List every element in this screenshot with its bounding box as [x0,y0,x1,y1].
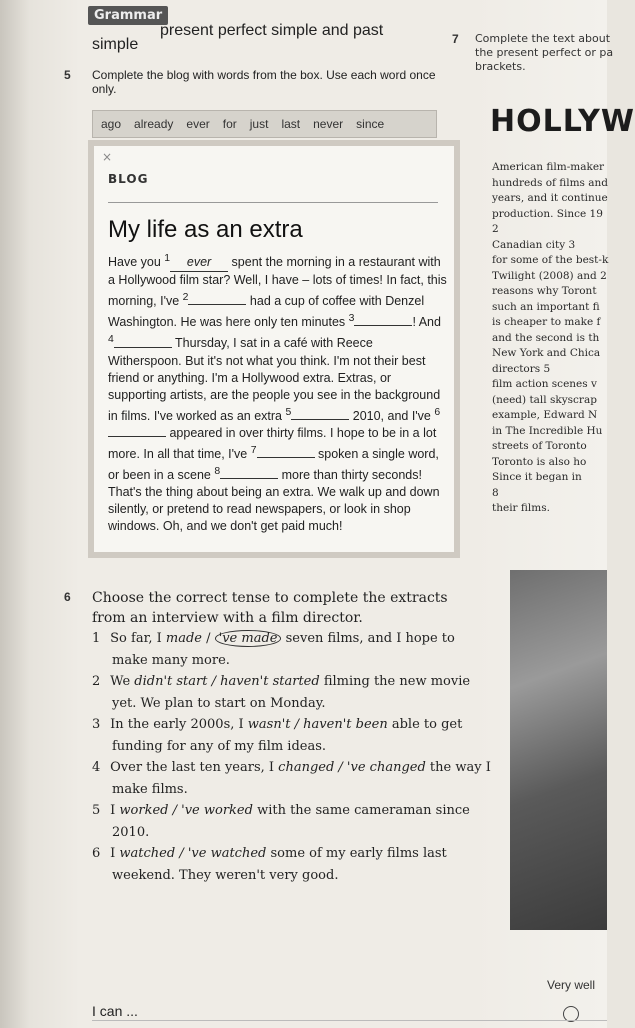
tense-options[interactable]: wasn't / haven't been [247,717,388,732]
blog-body [108,250,448,535]
blank-8[interactable] [220,478,278,479]
exercise-5-instruction: Complete the blog with words from the box. Use each word once only. [92,68,436,96]
word-item: for [222,117,237,131]
list-item: 4 Over the last ten years, I changed / 've changed the way I make films. [92,760,491,797]
very-well-label: Very well [547,978,596,992]
hollywood-heading: HOLLYW [490,104,635,139]
blank-5[interactable] [291,419,349,420]
blank-number: 8 [214,465,221,477]
list-item: 3 In the early 2000s, I wasn't / haven't been able to get funding for any of my film ideas. [92,717,463,754]
blog-text: spent the morning in a restaurant with a Hollywood film star? Well, I have – lots of times! In fact, this morning, I've [108,255,447,309]
blog-panel [88,140,460,558]
list-item: 6 I watched / 've watched some of my early films last weekend. They weren't very good. [92,846,447,883]
tense-options[interactable]: watched / 've watched [119,846,267,861]
word-item: since [356,117,385,131]
blank-number: 7 [250,444,257,456]
exercise-7-instruction: Complete the text about the present perfect or pa brackets. [475,32,614,73]
section-title-line2: simple [92,36,139,53]
word-item: last [281,117,301,131]
word-item: never [313,117,344,131]
blank-number: 2 [182,292,189,304]
list-item: 5 I worked / 've worked with the same cameraman since 2010. [92,803,470,840]
blog-text: Thursday, I sat in a café with Reece Witherspoon. But it's not what you think. I'm not their best friend or anything. I'm a Hollywood extra. Extras, or supporting artists, are the people you see in the background in films. I've worked as an extra [108,336,441,423]
word-item: ago [101,117,122,131]
blog-text: Have you [108,255,165,270]
exercise-6-items [92,628,492,886]
tense-options[interactable]: didn't start / haven't started [134,674,320,689]
blank-6[interactable] [108,436,166,437]
blank-number: 3 [348,313,355,325]
divider [108,202,438,203]
word-item: ever [186,117,210,131]
exercise-6-instruction: Choose the correct tense to complete the extracts from an interview with a film director. [92,590,448,626]
word-box [92,110,437,138]
word-item: just [249,117,269,131]
blog-text: more than thirty seconds! That's the thing about being an extra. We walk up and down silently, or pretend to read newspapers, or look in shop windows. Oh, and we don't get paid much! [108,468,440,534]
exercise-7-text: American film-maker hundreds of films and years, and it continue production. Since 19 2 Canadian city 3 for some of the best-k Twilight (2008) and 2 reasons why Toront such an important fi is cheaper to make f and the second is th New York and Chica directors 5 film action scenes v (need) tall skyscrap example, Edward N in The Incredible Hu streets of Toronto Toronto is also ho Since it began in 8 their films. [492,161,609,514]
blank-2[interactable] [188,304,246,305]
blank-7[interactable] [257,457,315,458]
blank-number: 4 [108,334,114,346]
grammar-tag: Grammar [88,6,168,25]
list-item: 2 We didn't start / haven't started filming the new movie yet. We plan to start on Monday. [92,674,471,711]
tense-options[interactable]: changed / 've changed [278,760,426,775]
blog-text: 2010, and I've [349,408,435,423]
blog-text: appeared in over thirty films. I hope to be in a lot more. In all that time, I've [108,425,437,461]
i-can-label: I can ... [92,1003,138,1019]
divider [92,1020,607,1021]
exercise-6-number: 6 [64,590,71,604]
exercise-5-number: 5 [64,68,71,82]
section-title: present perfect simple and past [160,22,384,39]
tense-options[interactable]: worked / 've worked [119,803,253,818]
blank-number: 1 [164,253,171,264]
city-photo [510,570,607,930]
blank-1[interactable]: ever [170,254,228,272]
blog-text: spoken a single word, or been in a scene [108,446,439,483]
blank-number: 5 [285,406,292,418]
exercise-7-number: 7 [452,32,459,46]
close-icon: × [102,150,113,164]
blank-3[interactable] [354,325,412,326]
blog-text: ! And [412,315,441,330]
list-item: 1 So far, I made / 've made seven films, and I hope to make many more. [92,631,455,668]
blog-label: BLOG [108,172,149,186]
word-item: already [134,117,174,131]
option-b-selected[interactable]: 've made [215,630,282,647]
blog-text: had a cup of coffee with Denzel Washington. He was here only ten minutes [108,294,425,330]
blank-4[interactable] [114,347,172,348]
blog-title: My life as an extra [108,216,303,243]
option-a[interactable]: made [165,631,202,646]
blank-number: 6 [434,406,441,418]
